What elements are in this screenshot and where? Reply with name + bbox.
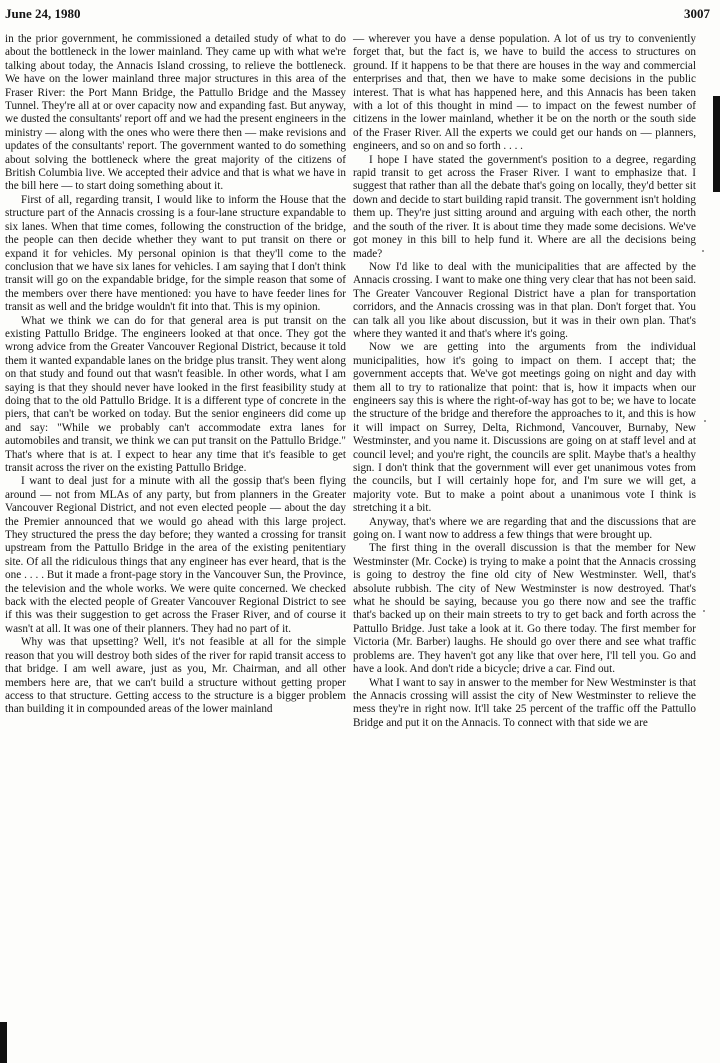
paragraph: Anyway, that's where we are regarding that and the discussions that are going on. I want now to address a few things that were brought up. [353, 515, 696, 542]
right-column [353, 33, 696, 730]
page-number: 3007 [684, 6, 710, 21]
page-header [5, 6, 710, 24]
left-column [5, 33, 346, 717]
paragraph: I hope I have stated the government's position to a degree, regarding rapid transit to get across the Fraser River. I want to emphasize that. I suggest that rather than all the debate that's going on locally, they'd better sit down and decide to start building rapid transit. The government isn't holding them up. They're just sitting around and arguing with each other, the north and the south of the river. It is about time they made some decisions. We've got money in this bill to help fund it. Where are all the decisions being made? [353, 153, 696, 260]
scan-speck [704, 420, 706, 422]
paragraph: The first thing in the overall discussion is that the member for New Westminster (Mr. Cocke) is trying to make a point that the Annacis crossing is going to destroy the fine old city of New Westminster. Well, that's absolute rubbish. The city of New Westminster is now destroyed. That's what he should be saying, because you go there now and see the traffic that's backed up on their main streets to try to get back and forth across the Pattullo Bridge. Just take a look at it. Go there today. The first member for Victoria (Mr. Barber) laughs. He should go over there and see what traffic problems are. They haven't got any like that over here, I'll tell you. Go and have a look. And don't ride a bicycle; drive a car. Find out. [353, 542, 696, 676]
paragraph: I want to deal just for a minute with all the gossip that's been flying around — not from MLAs of any party, but from planners in the Greater Vancouver Regional District, and not even elected people — about the day the Premier announced that we would go ahead with this large project. They structured the press the day before; they wanted a crossing for transit upstream from the Pattullo Bridge in the area of the existing penitentiary site. Of all the ridiculous things that any engineer has ever heard, that is the one . . . . But it made a front-page story in the Vancouver Sun, the Province, the television and the whole works. We were quite concerned. We checked back with the elected people of Greater Vancouver Regional District to see if this was their suggestion to get across the Fraser River, and of course it wasn't at all. It was one of their planners. They had no part of it. [5, 475, 346, 635]
paragraph: What I want to say in answer to the member for New Westminster is that the Annacis crossing will assist the city of New Westminster to relieve the mess they're in right now. It'll take 25 percent of the traffic off the Pattullo Bridge and put it on the Annacis. To connect with that side we are [353, 676, 696, 729]
paragraph: in the prior government, he commissioned a detailed study of what to do about the bottleneck in the lower mainland. They came up with what we're talking about today, the Annacis Island crossing, to relieve the bottleneck. We have on the lower mainland three major structures in this area of the Fraser River: the Port Mann Bridge, the Pattullo Bridge and the Massey Tunnel. They're all at or over capacity now and expanding fast. But anyway, we dusted the consultants' report off and we had the present engineers in the ministry — along with the ones who were there then — make revisions and updates of the consultants' report. The government wanted to do something about solving the bottleneck where the great majority of the citizens of British Columbia live. We accepted their advice and that is what we have in the bill here — to start doing something about it. [5, 33, 346, 193]
scan-edge-mark [713, 96, 720, 192]
scan-edge-mark [0, 1022, 7, 1063]
paragraph: Why was that upsetting? Well, it's not feasible at all for the simple reason that you will destroy both sides of the river for rapid transit access to that bridge. I am well aware, just as you, Mr. Chairman, and all other members here are, that we can't build a structure without getting proper access to that structure. Getting access to the structure is a bigger problem than building it in compounded areas of the lower mainland [5, 636, 346, 716]
scan-speck [702, 250, 704, 252]
header-date: June 24, 1980 [5, 6, 81, 21]
paragraph: What we think we can do for that general area is put transit on the existing Pattullo Bridge. The engineers looked at that once. They got the wrong advice from the Greater Vancouver Regional District, because it told them it wanted expandable lanes on the bridge plus transit. They went along on that study and found out that wasn't feasible. In other words, what I am saying is that they should never have looked in the first feasibility study at doing that to the old Pattullo Bridge. It is a different type of concrete in the piers, that can't be worked on today. But the senior engineers did come up and say: "While we probably can't accommodate extra lanes for automobiles and transit, we think we can put transit on the Pattullo Bridge." That's where that is at. I expect to hear any time that it's feasible to get transit across the river on the existing Pattullo Bridge. [5, 314, 346, 474]
paragraph: Now I'd like to deal with the municipalities that are affected by the Annacis crossing. I want to make one thing very clear that has not been said. The Greater Vancouver Regional District have a plan for transportation corridors, and the Annacis crossing was in that plan. Don't forget that. You can talk all you like about discussion, but it was in their own plan. That's where they wanted it and that's where it's going. [353, 260, 696, 340]
paragraph: Now we are getting into the arguments from the individual municipalities, how it's going to impact on them. I accept that; the government accepts that. We've got meetings going on night and day with them all to try to rationalize that point: that is, how it impacts when our engineers say this is where the right-of-way has got to be; we have to locate the structure of the bridge and therefore the approaches to it, and this is how it will impact on Surrey, Delta, Richmond, Vancouver, Burnaby, New Westminster, and you name it. Discussions are going on at staff level and at council level; and you're right, the councils are split. Maybe that's a healthy sign. I don't think that the government will ever get unanimous votes from the councils, but I will certainly hope for, and I'm sure we will get, a majority vote. But to make a point about a unanimous vote I think is stretching it a bit. [353, 341, 696, 515]
paragraph: First of all, regarding transit, I would like to inform the House that the structure part of the Annacis crossing is a four-lane structure expandable to six lanes. When that time comes, following the construction of the bridge, the people can then decide whether they want to put transit on there or expand it for vehicles. My personal opinion is that they'll come to the conclusion that we have six lanes for vehicles. I am saying that I don't think transit will go on the expandable bridge, for the simple reason that some of the members over there have mentioned: you have to have feeder lines for transit as well and the bridge wouldn't fit into that. This is my opinion. [5, 193, 346, 314]
scan-speck [703, 610, 705, 612]
paragraph: — wherever you have a dense population. A lot of us try to conveniently forget that, but the fact is, we have to build the access to structures on ground. If it happens to be that there are houses in the way and commercial enterprises and that, then we have to make some decisions in the public interest. That is what has happened here, and this Annacis has been taken with a lot of this thought in mind — to impact on the fewest number of citizens in the lower mainland, whether it be on the north or the south side of the Fraser River. All the experts we could get our hands on — planners, engineers, and so on and so forth . . . . [353, 33, 696, 153]
